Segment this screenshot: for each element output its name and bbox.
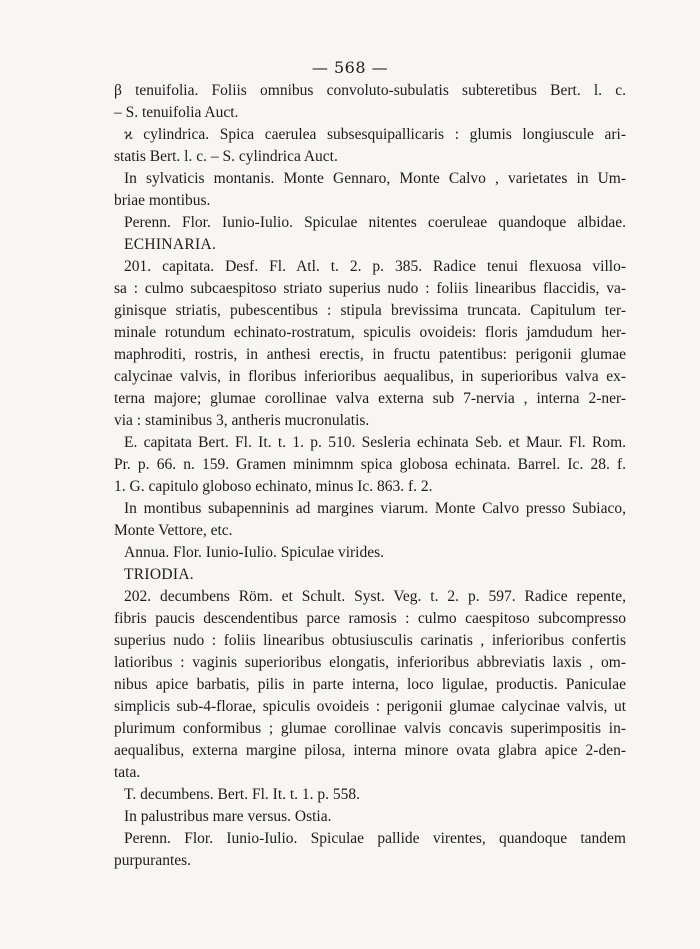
text-line: fibris paucis descendentibus parce ramosis : culmo caespitoso subcompresso — [114, 610, 626, 627]
text-line: nibus apice barbatis, pilis in parte interna, loco ligulae, productis. Paniculae — [114, 676, 626, 693]
text-line: 201. capitata. Desf. Fl. Atl. t. 2. p. 385. Radice tenui flexuosa villo- — [124, 258, 626, 275]
text-line: simplicis sub-4-florae, spiculis ovoideis : perigonii glumae calycinae valvis, ut — [114, 698, 626, 715]
text-line: sa : culmo subcaespitoso striato superius nudo : foliis linearibus flaccidis, va- — [114, 280, 626, 297]
text-line: 1. G. capitulo globoso echinato, minus Ic. 863. f. 2. — [114, 478, 433, 495]
text-line: In sylvaticis montanis. Monte Gennaro, Monte Calvo , varietates in Um- — [124, 170, 626, 187]
text-line: ECHINARIA. — [124, 236, 217, 253]
text-line: TRIODIA. — [124, 566, 194, 583]
text-line: Perenn. Flor. Iunio-Iulio. Spiculae pallide virentes, quandoque tandem — [124, 830, 626, 847]
page-number: — 568 — — [311, 58, 389, 77]
text-line: Monte Vettore, etc. — [114, 522, 233, 539]
text-line: purpurantes. — [114, 852, 192, 869]
text-line: Perenn. Flor. Iunio-Iulio. Spiculae nitentes coeruleae quandoque albidae. — [124, 214, 626, 231]
text-line: terna majore; glumae corollinae valva externa sub 7-nervia , interna 2-ner- — [114, 390, 626, 407]
text-line: latioribus : vaginis superioribus elongatis, inferioribus abbreviatis laxis , om- — [114, 654, 626, 671]
text-line: β tenuifolia. Foliis omnibus convoluto-subulatis subteretibus Bert. l. c. — [114, 82, 626, 99]
text-line: Pr. p. 66. n. 159. Gramen minimnm spica globosa echinata. Barrel. Ic. 28. f. — [114, 456, 626, 473]
text-line: In montibus subapenninis ad margines viarum. Monte Calvo presso Subiaco, — [124, 500, 626, 517]
text-line: statis Bert. l. c. – S. cylindrica Auct. — [114, 148, 338, 165]
text-line: plurimum conformibus ; glumae corollinae valvis concavis superimpositis in- — [114, 720, 626, 737]
text-line: minale rotundum echinato-rostratum, spiculis ovoideis: floris jamdudum her- — [114, 324, 626, 341]
text-line: calycinae valvis, in floribus inferioribus aequalibus, in superioribus valva ex- — [114, 368, 626, 385]
text-line: Annua. Flor. Iunio-Iulio. Spiculae virides. — [124, 544, 385, 561]
text-line: tata. — [114, 764, 141, 781]
text-line: 202. decumbens Röm. et Schult. Syst. Veg. t. 2. p. 597. Radice repente, — [124, 588, 626, 605]
text-line: via : staminibus 3, antheris mucronulatis. — [114, 412, 370, 429]
text-line: ginisque striatis, pubescentibus : stipula brevissima truncata. Capitulum ter- — [114, 302, 626, 319]
text-line: T. decumbens. Bert. Fl. It. t. 1. p. 558. — [124, 786, 361, 803]
text-line: superius nudo : foliis linearibus obtusiusculis carinatis , inferioribus confertis — [114, 632, 626, 649]
text-line: In palustribus mare versus. Ostia. — [124, 808, 332, 825]
text-line: ϰ cylindrica. Spica caerulea subsesquipallicaris : glumis longiuscule ari- — [124, 126, 626, 143]
text-line: maphroditi, rostris, in anthesi erectis, in fructu patentibus: perigonii glumae — [114, 346, 626, 363]
text-line: aequalibus, externa margine pilosa, interna minore ovata glabra apice 2-den- — [114, 742, 626, 759]
text-line: briae montibus. — [114, 192, 211, 209]
text-line: E. capitata Bert. Fl. It. t. 1. p. 510. Sesleria echinata Seb. et Maur. Fl. Rom. — [124, 434, 626, 451]
document-body — [114, 80, 626, 872]
text-line: – S. tenuifolia Auct. — [114, 104, 239, 121]
